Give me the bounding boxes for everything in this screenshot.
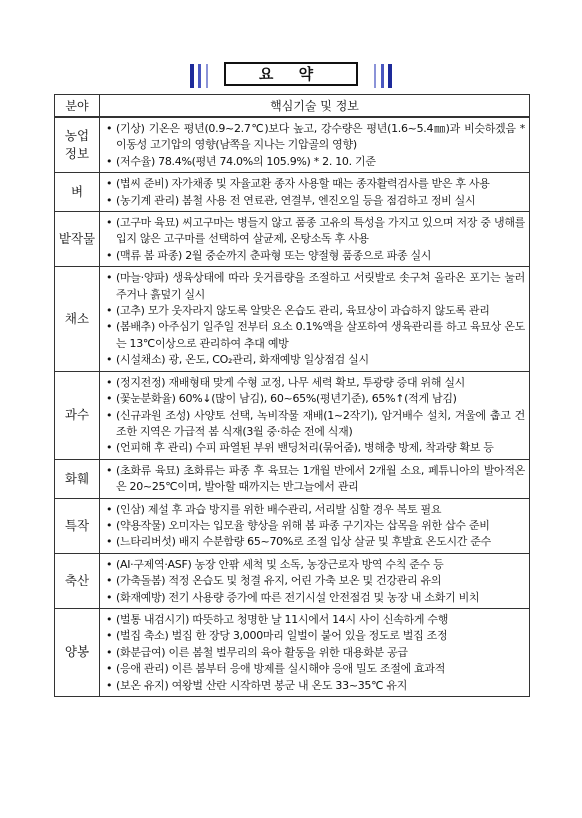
- bullet-icon: •: [106, 590, 113, 604]
- item-text: (저수율) 78.4%(평년 74.0%의 105.9%) * 2. 10. 기준: [116, 154, 376, 168]
- item-text: (마늘·양파) 생육상태에 따라 웃거름량을 조절하고 서릿발로 솟구쳐 올라온 포기는 눌러주거나 흙덮기 실시: [116, 271, 525, 301]
- table-body: [55, 117, 530, 697]
- list-item: [106, 352, 525, 368]
- item-text: (시설채소) 광, 온도, CO₂관리, 화재예방 일상점검 실시: [116, 353, 369, 367]
- table-row: [55, 371, 530, 459]
- bullet-icon: •: [106, 193, 113, 207]
- list-item: [106, 303, 525, 319]
- bullet-icon: •: [106, 574, 113, 588]
- table-row: [55, 553, 530, 608]
- bullet-icon: •: [106, 122, 113, 135]
- title-bar-right-1: [374, 64, 376, 88]
- table-header-row: [55, 95, 530, 118]
- list-item: [106, 391, 525, 407]
- list-item: [106, 154, 525, 170]
- item-text: (맥류 봄 파종) 2월 중순까지 춘파형 또는 양절형 품종으로 파종 실시: [116, 248, 432, 262]
- list-item: [106, 678, 525, 694]
- list-item: [106, 270, 525, 303]
- bullet-icon: •: [106, 177, 113, 191]
- category-cell: 채소: [55, 267, 100, 371]
- content-cell: [100, 173, 530, 212]
- item-text: (벌집 축소) 벌집 한 장당 3,000마리 일벌이 붙어 있을 정도로 벌집 조정: [116, 629, 448, 643]
- list-item: [106, 121, 525, 154]
- item-text: (꽃눈분화율) 60%↓(많이 남김), 60~65%(평년기준), 65%↑(적게 남김): [116, 392, 457, 406]
- bullet-icon: •: [106, 645, 113, 659]
- list-item: [106, 440, 525, 456]
- table-row: [55, 498, 530, 553]
- content-cell: [100, 267, 530, 371]
- category-cell: 밭작물: [55, 212, 100, 267]
- title-bar-left-3: [206, 64, 208, 88]
- list-item: [106, 557, 525, 573]
- bullet-icon: •: [106, 629, 113, 643]
- bullet-icon: •: [106, 216, 113, 230]
- item-text: (느타리버섯) 배지 수분함량 65~70%로 조절 입상 살균 및 후발효 온도시간 준수: [116, 535, 491, 549]
- list-item: [106, 645, 525, 661]
- header-content: 핵심기술 및 정보: [100, 95, 530, 118]
- header-category: 분야: [55, 95, 100, 118]
- table-row: [55, 212, 530, 267]
- list-item: [106, 534, 525, 550]
- bullet-icon: •: [106, 154, 113, 168]
- table-row: [55, 117, 530, 173]
- list-item: [106, 502, 525, 518]
- list-item: [106, 612, 525, 628]
- item-text: (고구마 육묘) 씨고구마는 병들지 않고 품종 고유의 특성을 가지고 있으며 저장 중 냉해를 입지 않은 고구마를 선택하여 살균제, 온탕소독 후 사용: [116, 216, 525, 246]
- content-cell: [100, 459, 530, 498]
- title-bar-left-1: [190, 64, 194, 88]
- page-title: 요 약: [224, 62, 358, 86]
- category-cell: 양봉: [55, 608, 100, 696]
- bullet-icon: •: [106, 304, 113, 318]
- item-text: (응애 관리) 이른 봄부터 응애 방제를 실시해야 응애 밀도 조절에 효과적: [116, 662, 446, 676]
- bullet-icon: •: [106, 612, 113, 626]
- content-cell: [100, 212, 530, 267]
- item-text: (볍씨 준비) 자가채종 및 자율교환 종자 사용할 때는 종자활력검사를 받은 후 사용: [116, 177, 490, 191]
- title-bar-right-3: [388, 64, 392, 88]
- bullet-icon: •: [106, 408, 113, 422]
- bullet-icon: •: [106, 353, 113, 367]
- item-text: (언피해 후 관리) 수피 파열된 부위 밴딩처리(묶어줌), 병해충 방제, 착과량 확보 등: [116, 441, 494, 455]
- item-text: (AI·구제역·ASF) 농장 안팎 세척 및 소독, 농장근로자 방역 수칙 준수 등: [116, 557, 444, 571]
- bullet-icon: •: [106, 320, 113, 334]
- bullet-icon: •: [106, 557, 113, 571]
- list-item: [106, 661, 525, 677]
- category-cell: 축산: [55, 553, 100, 608]
- list-item: [106, 176, 525, 192]
- bullet-icon: •: [106, 678, 113, 692]
- list-item: [106, 248, 525, 264]
- title-bar-left-2: [198, 64, 201, 88]
- item-text: (화재예방) 전기 사용량 증가에 따른 전기시설 안전점검 및 농장 내 소화기 비치: [116, 590, 480, 604]
- list-item: [106, 573, 525, 589]
- item-text: (초화류 육묘) 초화류는 파종 후 육묘는 1개월 반에서 2개월 소요, 페튜니아의 발아적온은 20~25℃이며, 발아할 때까지는 반그늘에서 관리: [116, 463, 525, 494]
- list-item: [106, 319, 525, 352]
- list-item: [106, 463, 525, 496]
- item-text: (화분급여) 이른 봄철 벌무리의 육아 활동을 위한 대용화분 공급: [116, 645, 408, 659]
- content-cell: [100, 498, 530, 553]
- bullet-icon: •: [106, 441, 113, 455]
- item-text: (기상) 기온은 평년(0.9~2.7℃)보다 높고, 강수량은 평년(1.6~5.4㎜)과 비슷하겠음 * 이동성 고기압의 영향(남쪽을 지나는 기압골의 영향): [116, 122, 525, 152]
- title-area: [0, 62, 582, 88]
- bullet-icon: •: [106, 392, 113, 406]
- table-row: [55, 173, 530, 212]
- bullet-icon: •: [106, 662, 113, 676]
- list-item: [106, 628, 525, 644]
- bullet-icon: •: [106, 463, 113, 477]
- bullet-icon: •: [106, 271, 113, 285]
- bullet-icon: •: [106, 375, 113, 389]
- item-text: (신규과원 조성) 사양토 선택, 녹비작물 재배(1~2작기), 암거배수 설치, 겨울에 춥고 건조한 지역은 가급적 봄 식재(3월 중·하순 전에 식재): [116, 408, 525, 438]
- table-row: [55, 608, 530, 696]
- list-item: [106, 375, 525, 391]
- item-text: (약용작물) 오미자는 입모율 향상을 위해 봄 파종 구기자는 삽목을 위한 삽수 준비: [116, 518, 490, 532]
- summary-table: [54, 94, 530, 697]
- list-item: [106, 215, 525, 248]
- list-item: [106, 408, 525, 441]
- content-cell: [100, 371, 530, 459]
- item-text: (봄배추) 아주심기 일주일 전부터 요소 0.1%액을 살포하여 생육관리를 하고 육묘상 온도는 13℃이상으로 관리하여 추대 예방: [116, 320, 525, 350]
- category-cell: 화훼: [55, 459, 100, 498]
- bullet-icon: •: [106, 518, 113, 532]
- table-row: [55, 267, 530, 371]
- list-item: [106, 193, 525, 209]
- table-row: [55, 459, 530, 498]
- item-text: (인삼) 제설 후 과습 방지를 위한 배수관리, 서리발 심할 경우 복토 필요: [116, 502, 442, 516]
- bullet-icon: •: [106, 248, 113, 262]
- list-item: [106, 518, 525, 534]
- item-text: (고추) 모가 웃자라지 않도록 알맞은 온습도 관리, 육묘상이 과습하지 않도록 관리: [116, 304, 490, 318]
- item-text: (농기계 관리) 봄철 사용 전 연료관, 연결부, 엔진오일 등을 점검하고 정비 실시: [116, 193, 476, 207]
- category-cell: 특작: [55, 498, 100, 553]
- category-cell: 농업 정보: [55, 117, 100, 173]
- title-bar-right-2: [381, 64, 384, 88]
- bullet-icon: •: [106, 502, 113, 516]
- category-cell: 과수: [55, 371, 100, 459]
- item-text: (벌통 내검시기) 따뜻하고 청명한 날 11시에서 14시 사이 신속하게 수행: [116, 612, 449, 626]
- item-text: (정지전정) 재배형태 맞게 수형 교정, 나무 세력 확보, 투광량 증대 위해 실시: [116, 375, 465, 389]
- content-cell: [100, 608, 530, 696]
- bullet-icon: •: [106, 535, 113, 549]
- item-text: (가축돌봄) 적정 온습도 및 청결 유지, 어린 가축 보온 및 건강관리 유의: [116, 574, 442, 588]
- content-cell: [100, 117, 530, 173]
- content-cell: [100, 553, 530, 608]
- list-item: [106, 590, 525, 606]
- item-text: (보온 유지) 여왕벌 산란 시작하면 봉군 내 온도 33~35℃ 유지: [116, 678, 408, 692]
- category-cell: 벼: [55, 173, 100, 212]
